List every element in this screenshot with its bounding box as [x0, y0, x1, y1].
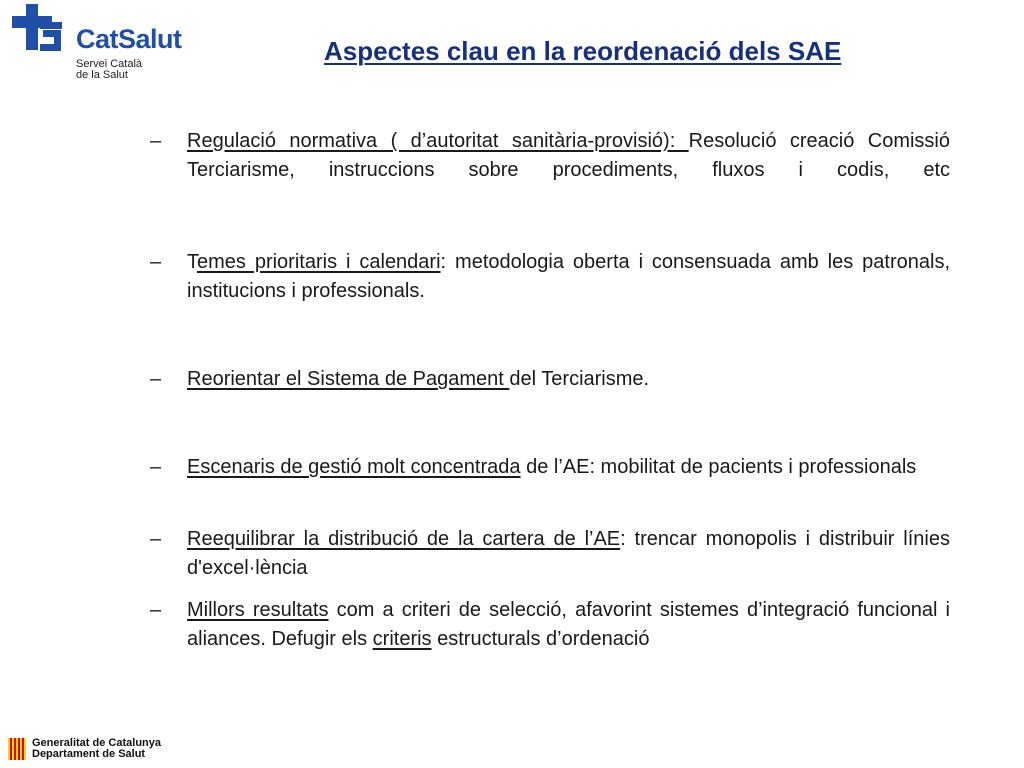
bullet-link[interactable]: Reequilibrar la distribució de la cartera de l’AE	[187, 528, 621, 550]
bullet-dash: –	[150, 599, 162, 621]
list-item	[150, 596, 950, 654]
bullet-text: Reequilibrar la distribució de la cartera de l’AE: trencar monopolis i distribuir línies d'excel·lència	[187, 528, 950, 579]
bullet-link[interactable]: Millors resultats	[187, 599, 329, 621]
bullet-text: Regulació normativa ( d’autoritat sanitària-provisió): Resolució creació Comissió Terciarisme, instruccions sobre procediments, fluxos i codis, etc	[187, 130, 950, 181]
bullet-text: Escenaris de gestió molt concentrada de l’AE: mobilitat de pacients i professionals	[187, 456, 917, 478]
footer-text: Generalitat de Catalunya Departament de Salut	[32, 737, 161, 760]
bullet-link[interactable]: criteris	[372, 628, 432, 650]
bullet-link[interactable]: emes prioritaris i calendari	[197, 251, 441, 273]
list-item	[150, 453, 950, 482]
list-item	[150, 127, 950, 185]
bullet-link[interactable]: Reorientar el Sistema de Pagament	[187, 368, 510, 390]
bullet-text: Reorientar el Sistema de Pagament del Terciarisme.	[187, 368, 650, 390]
catsalut-cross-icon	[12, 4, 72, 58]
bullet-link[interactable]: Regulació normativa ( d’autoritat sanitària-provisió):	[187, 130, 689, 152]
list-item	[150, 365, 950, 394]
bullet-dash: –	[150, 130, 162, 152]
bullet-link[interactable]: Escenaris de gestió molt concentrada	[187, 456, 521, 478]
logo-name: CatSalut	[76, 24, 182, 54]
bullet-text: Millors resultats com a criteri de selecció, afavorint sistemes d’integració funcional i aliances. Defugir els criteris estructurals d’ordenació	[187, 599, 950, 650]
page-title: Aspectes clau en la reordenació dels SAE	[324, 36, 842, 66]
bullet-text: Temes prioritaris i calendari: metodologia oberta i consensuada amb les patronals, institucions i professionals.	[187, 251, 951, 302]
generalitat-flag-icon	[8, 738, 26, 760]
bullet-dash: –	[150, 251, 162, 273]
logo-subtitle: Servei Català de la Salut	[76, 58, 143, 81]
bullet-dash: –	[150, 456, 162, 478]
bullet-dash: –	[150, 528, 162, 550]
list-item	[150, 248, 950, 306]
list-item	[150, 525, 950, 583]
bullet-dash: –	[150, 368, 162, 390]
